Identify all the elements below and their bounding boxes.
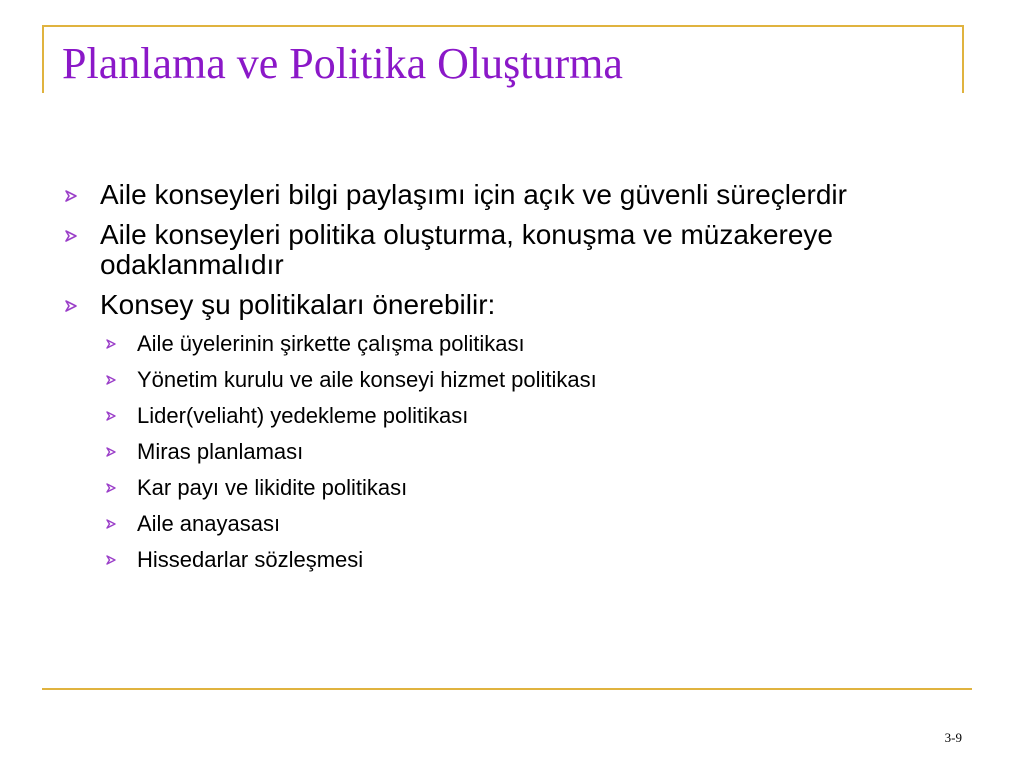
sub-bullet-item <box>62 474 942 502</box>
bullet-item <box>62 220 942 280</box>
footer-divider <box>42 688 972 690</box>
bullet-item <box>62 180 942 210</box>
bullet-list <box>62 180 942 582</box>
sub-bullet-item <box>62 546 942 574</box>
frame-top-line <box>42 25 964 27</box>
sub-bullet-text: Lider(veliaht) yedekleme politikası <box>137 403 469 428</box>
bullet-item <box>62 290 942 320</box>
arrowhead-bullet-icon <box>105 446 117 458</box>
bullet-text: Aile konseyleri bilgi paylaşımı için açık ve güvenli süreçlerdir <box>100 179 847 210</box>
arrowhead-bullet-icon <box>105 338 117 350</box>
sub-bullet-text: Aile üyelerinin şirkette çalışma politikası <box>137 331 525 356</box>
sub-bullet-item <box>62 402 942 430</box>
sub-bullet-text: Miras planlaması <box>137 439 304 464</box>
arrowhead-bullet-icon <box>105 554 117 566</box>
frame-right-line <box>962 25 964 93</box>
arrowhead-bullet-icon <box>105 482 117 494</box>
arrowhead-bullet-icon <box>105 374 117 386</box>
arrowhead-bullet-icon <box>64 189 78 203</box>
arrowhead-bullet-icon <box>64 229 78 243</box>
sub-bullet-item <box>62 366 942 394</box>
sub-bullet-item <box>62 438 942 466</box>
sub-bullet-text: Aile anayasası <box>137 511 281 536</box>
frame-left-line <box>42 25 44 93</box>
sub-bullet-text: Hissedarlar sözleşmesi <box>137 547 364 572</box>
sub-bullet-text: Kar payı ve likidite politikası <box>137 475 408 500</box>
bullet-text: Konsey şu politikaları önerebilir: <box>100 289 496 320</box>
arrowhead-bullet-icon <box>105 518 117 530</box>
arrowhead-bullet-icon <box>64 299 78 313</box>
arrowhead-bullet-icon <box>105 410 117 422</box>
page-number: 3-9 <box>944 730 962 745</box>
sub-bullet-text: Yönetim kurulu ve aile konseyi hizmet politikası <box>137 367 597 392</box>
sub-bullet-item <box>62 510 942 538</box>
bullet-text: Aile konseyleri politika oluşturma, konuşma ve müzakereye odaklanmalıdır <box>100 219 833 280</box>
slide-title: Planlama ve Politika Oluşturma <box>62 39 623 88</box>
sub-bullet-item <box>62 330 942 358</box>
